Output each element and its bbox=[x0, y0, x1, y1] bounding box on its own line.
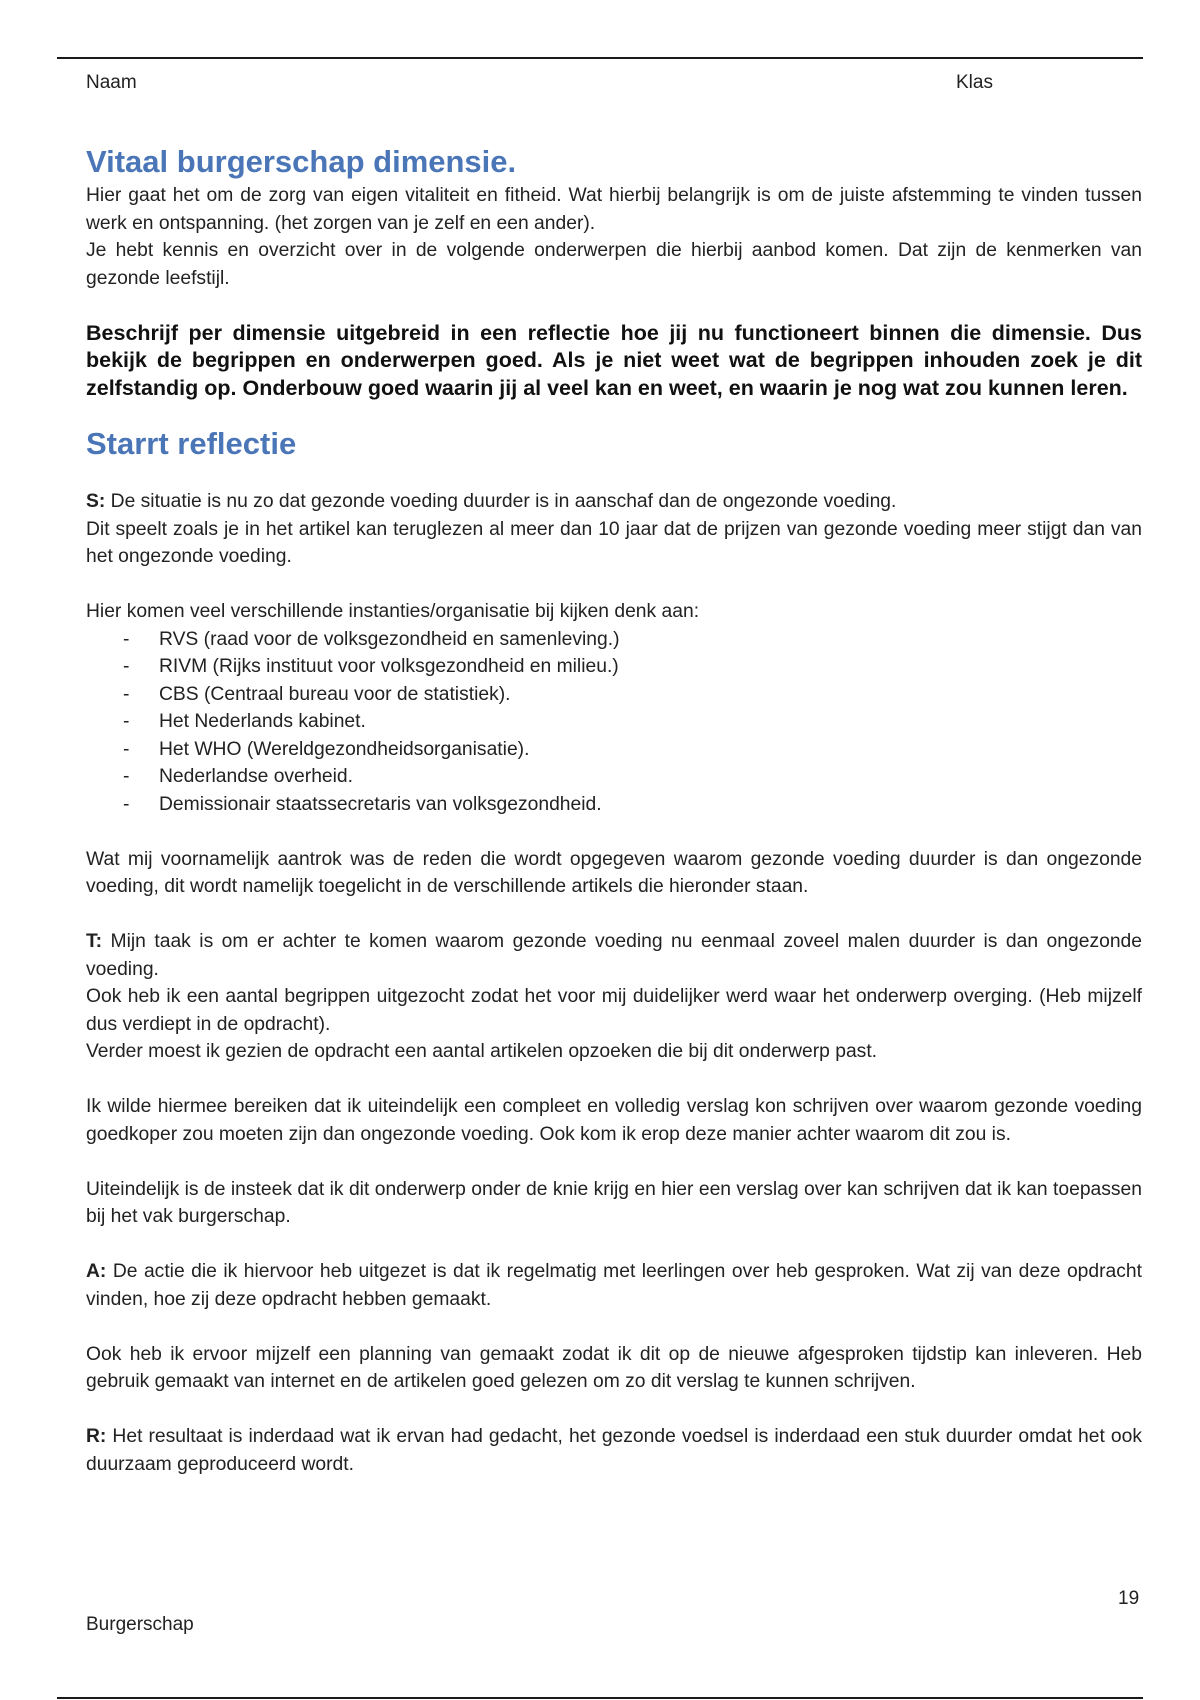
result-paragraph bbox=[86, 1423, 1142, 1478]
page-number: 19 bbox=[1118, 1588, 1140, 1609]
attraction-paragraph: Wat mij voornamelijk aantrok was de reden die wordt opgegeven waarom gezonde voeding duurder is dan ongezonde voeding, dit wordt namelijk toegelicht in de verschillende artikels die hieronder staan. bbox=[86, 848, 1142, 897]
intro-paragraph: Hier gaat het om de zorg van eigen vitaliteit en fitheid. Wat hierbij belangrijk is om de juiste afstemming te vinden tussen werk en ontspanning. (het zorgen van je zelf en een ander). bbox=[86, 185, 1142, 234]
situation-label: S: bbox=[86, 491, 106, 512]
assignment-instruction: Beschrijf per dimensie uitgebreid in een reflectie hoe jij nu functioneert binnen die dimensie. Dus bekijk de begrippen en onderwerpen goed. Als je niet weet wat de begrippen inhouden zoek je dit zelfstandig op. Onderbouw goed waarin jij al veel kan en weet, en waarin je nog wat zou kunnen leren. bbox=[86, 320, 1142, 400]
situation-text: De situatie is nu zo dat gezonde voeding duurder is in aanschaf dan de ongezonde voeding. bbox=[105, 491, 897, 512]
result-label: R: bbox=[86, 1426, 107, 1447]
list-item: - RVS (raad voor de volksgezondheid en samenleving.) bbox=[123, 626, 1142, 654]
task-paragraph-3: Verder moest ik gezien de opdracht een aantal artikelen opzoeken die bij dit onderwerp past. bbox=[86, 1041, 878, 1062]
action-label: A: bbox=[86, 1261, 107, 1282]
section-title-vitaal: Vitaal burgerschap dimensie. bbox=[86, 144, 517, 179]
action-paragraph bbox=[86, 1258, 1142, 1313]
list-item: - Nederlandse overheid. bbox=[123, 763, 1142, 791]
situation-paragraph-2: Dit speelt zoals je in het artikel kan teruglezen al meer dan 10 jaar dat de prijzen van gezonde voeding meer stijgt dan van het ongezonde voeding. bbox=[86, 518, 1142, 567]
list-item: - Het Nederlands kabinet. bbox=[123, 708, 1142, 736]
list-item: - Het WHO (Wereldgezondheidsorganisatie). bbox=[123, 736, 1142, 764]
goal-paragraph: Ik wilde hiermee bereiken dat ik uiteindelijk een compleet en volledig verslag kon schrijven over waarom gezonde voeding goedkoper zou moeten zijn dan ongezonde voeding. Ook kom ik erop deze manier achter waarom dit zou is. bbox=[86, 1096, 1142, 1145]
planning-paragraph: Ook heb ik ervoor mijzelf een planning van gemaakt zodat ik dit op de nieuwe afgesproken tijdstip kan inleveren. Heb gebruik gemaakt van internet en de artikelen goed gelezen om zo dit verslag te kunnen schrijven. bbox=[86, 1343, 1142, 1392]
footer-subject: Burgerschap bbox=[86, 1614, 194, 1635]
task-text: Mijn taak is om er achter te komen waarom gezonde voeding nu eenmaal zoveel malen duurder is dan ongezonde voeding. bbox=[86, 931, 1142, 980]
organisations-intro: Hier komen veel verschillende instanties/organisatie bij kijken denk aan: bbox=[86, 601, 700, 622]
organisations-list bbox=[86, 626, 1142, 819]
result-text: Het resultaat is inderdaad wat ik ervan had gedacht, het gezonde voedsel is inderdaad een stuk duurder omdat het ook duurzaam geproduceerd wordt. bbox=[86, 1426, 1142, 1475]
list-item: - RIVM (Rijks instituut voor volksgezondheid en milieu.) bbox=[123, 653, 1142, 681]
knowledge-paragraph: Je hebt kennis en overzicht over in de volgende onderwerpen die hierbij aanbod komen. Dat zijn de kenmerken van gezonde leefstijl. bbox=[86, 240, 1142, 289]
task-paragraph-2: Ook heb ik een aantal begrippen uitgezocht zodat het voor mij duidelijker werd waar het onderwerp overging. (Heb mijzelf dus verdiept in de opdracht). bbox=[86, 986, 1142, 1035]
task-paragraph bbox=[86, 928, 1142, 983]
list-item: - CBS (Centraal bureau voor de statistiek). bbox=[123, 681, 1142, 709]
class-label: Klas bbox=[956, 72, 993, 93]
name-label: Naam bbox=[86, 72, 137, 93]
footer-rule bbox=[57, 1697, 1143, 1699]
task-label: T: bbox=[86, 931, 103, 952]
section-title-starrt: Starrt reflectie bbox=[86, 426, 297, 461]
situation-paragraph bbox=[86, 488, 1142, 516]
action-text: De actie die ik hiervoor heb uitgezet is dat ik regelmatig met leerlingen over heb gesproken. Wat zij van deze opdracht vinden, hoe zij deze opdracht hebben gemaakt. bbox=[86, 1261, 1142, 1310]
aim-paragraph: Uiteindelijk is de insteek dat ik dit onderwerp onder de knie krijg en hier een verslag over kan schrijven dat ik kan toepassen bij het vak burgerschap. bbox=[86, 1178, 1142, 1227]
page-content bbox=[86, 142, 1142, 1478]
list-item: - Demissionair staatssecretaris van volksgezondheid. bbox=[123, 791, 1142, 819]
header-rule bbox=[57, 57, 1143, 59]
